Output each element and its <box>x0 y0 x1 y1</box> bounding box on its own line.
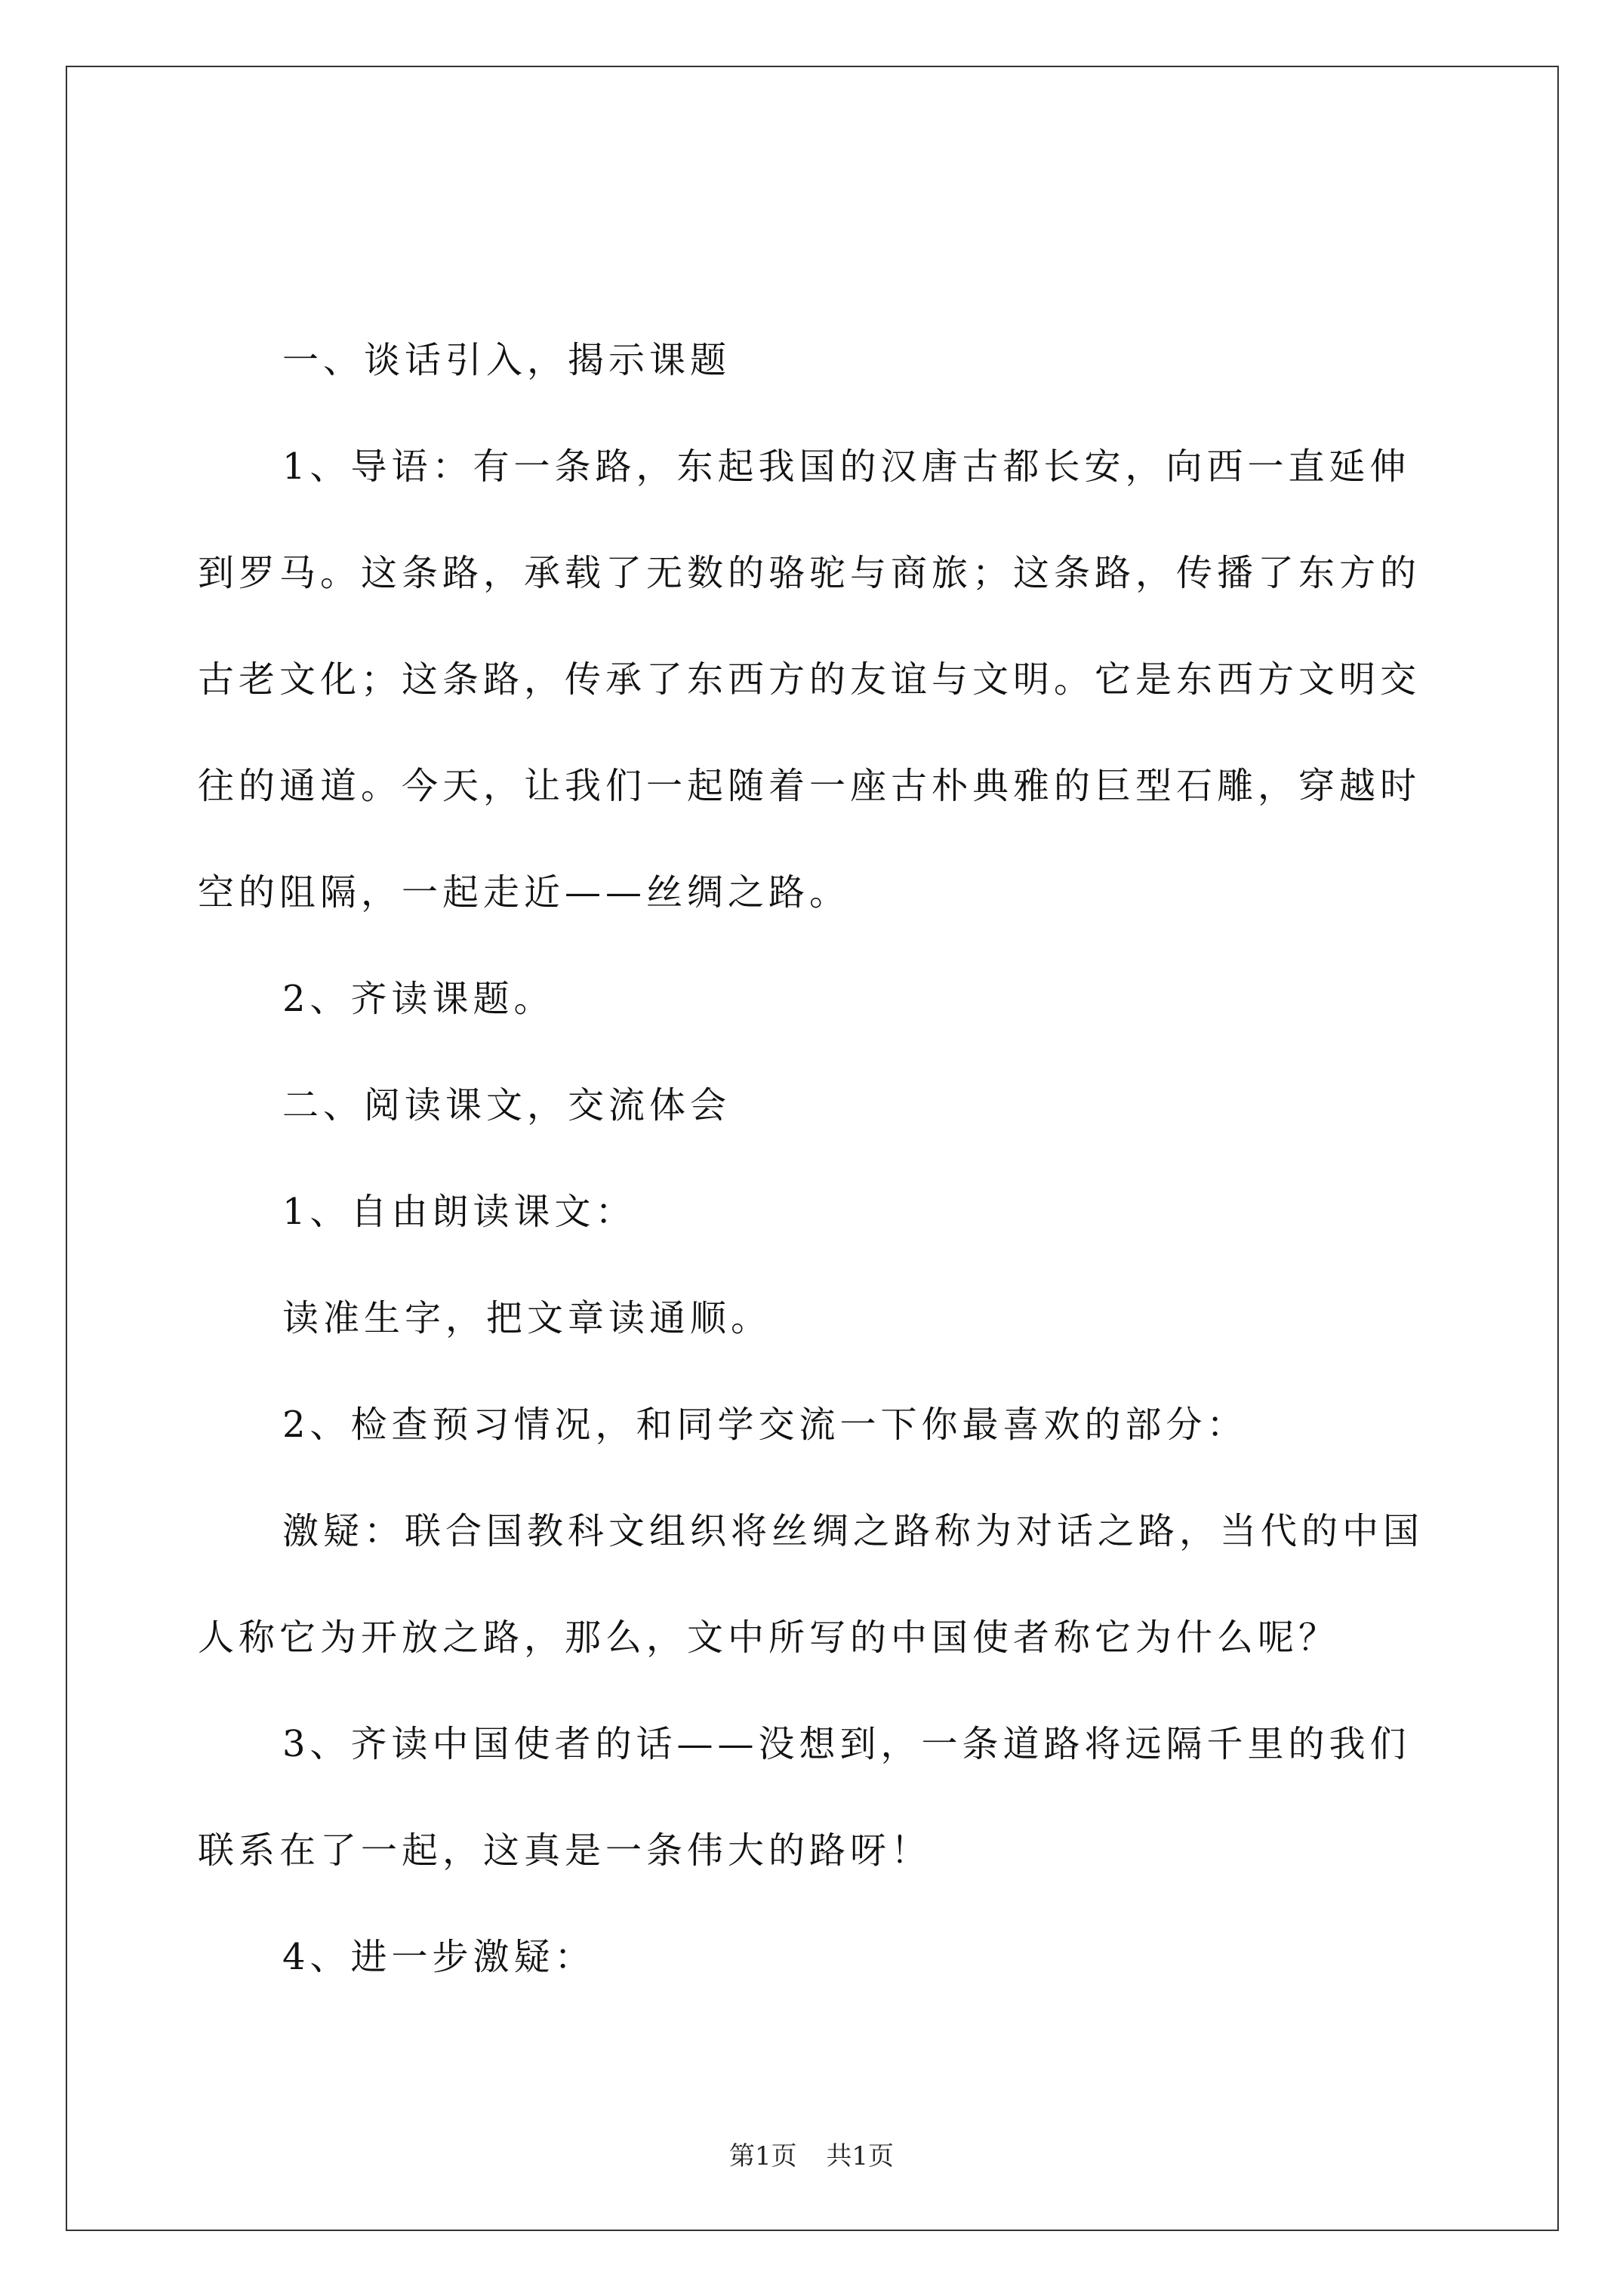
paragraph-line: 1、自由朗读课文： <box>282 1191 636 1233</box>
paragraph-line: 激疑：联合国教科文组织将丝绸之路称为对话之路，当代的中国 <box>282 1510 1424 1552</box>
section-heading-1: 一、谈话引入，揭示课题 <box>282 339 731 381</box>
paragraph-line: 3、齐读中国使者的话——没想到，一条道路将远隔千里的我们 <box>282 1723 1411 1765</box>
page-border <box>66 66 1559 2231</box>
page-total: 共1页 <box>826 2141 895 2171</box>
paragraph-line: 往的通道。今天，让我们一起随着一座古朴典雅的巨型石雕，穿越时 <box>198 765 1421 807</box>
paragraph-line: 空的阻隔，一起走近——丝绸之路。 <box>198 871 851 914</box>
paragraph-line: 4、进一步激疑： <box>282 1936 596 1978</box>
paragraph-line: 古老文化；这条路，传承了东西方的友谊与文明。它是东西方文明交 <box>198 658 1421 701</box>
paragraph-line: 2、齐读课题。 <box>282 978 555 1020</box>
paragraph-line: 读准生字，把文章读通顺。 <box>282 1297 772 1339</box>
paragraph-line: 联系在了一起，这真是一条伟大的路呀！ <box>198 1829 932 1872</box>
page-footer <box>0 2141 1623 2171</box>
page-number: 第1页 <box>728 2141 797 2171</box>
paragraph-line: 2、检查预习情况，和同学交流一下你最喜欢的部分： <box>282 1404 1248 1446</box>
section-heading-2: 二、阅读课文，交流体会 <box>282 1084 731 1126</box>
paragraph-line: 人称它为开放之路，那么，文中所写的中国使者称它为什么呢？ <box>198 1616 1340 1659</box>
paragraph-line: 1、导语：有一条路，东起我国的汉唐古都长安，向西一直延伸 <box>282 445 1411 488</box>
paragraph-line: 到罗马。这条路，承载了无数的骆驼与商旅；这条路，传播了东方的 <box>198 552 1421 594</box>
